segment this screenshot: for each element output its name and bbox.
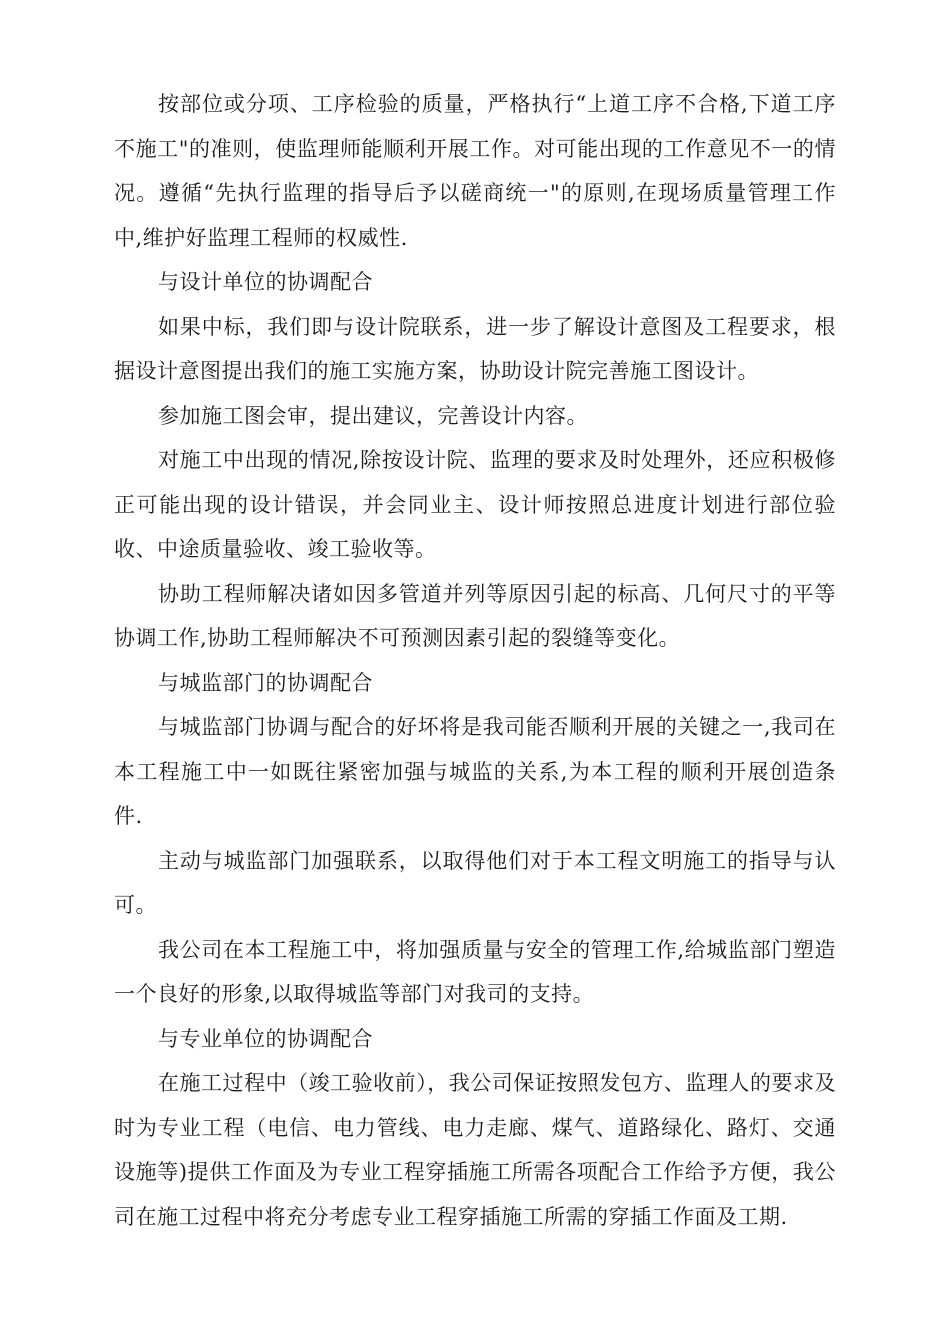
heading-design-coordination: 与设计单位的协调配合: [158, 270, 373, 294]
paragraph-city-relationship: 与城监部门协调与配合的好坏将是我司能否顺利开展的关键之一,我司在本工程施工中一如既往紧密加强与城监的关系,为本工程的顺利开展创造条件.: [114, 715, 836, 828]
paragraph-engineer-assistance: 协助工程师解决诸如因多管道并列等原因引起的标高、几何尺寸的平等协调工作,协助工程师解决不可预测因素引起的裂缝等变化。: [114, 581, 836, 650]
heading-specialist-units: 与专业单位的协调配合: [158, 1026, 373, 1051]
paragraph-company-image: 我公司在本工程施工中，将加强质量与安全的管理工作,给城监部门塑造一个良好的形象,以取得城监等部门对我司的支持。: [114, 937, 836, 1006]
paragraph-city-contact: 主动与城监部门加强联系，以取得他们对于本工程文明施工的指导与认可。: [114, 848, 836, 917]
heading-city-supervision: 与城监部门的协调配合: [158, 670, 373, 695]
paragraph-quality-inspection: 按部位或分项、工序检验的质量，严格执行“上道工序不合格,下道工序不施工"的准则，使监理师能顺利开展工作。对可能出现的工作意见不一的情况。遵循“先执行监理的指导后予以磋商统一"的原则,在现场质量管理工作中,维护好监理工程师的权威性.: [114, 92, 836, 250]
paragraph-specialist-work: 在施工过程中（竣工验收前），我公司保证按照发包方、监理人的要求及时为专业工程（电信、电力管线、电力走廊、煤气、道路绿化、路灯、交通设施等)提供工作面及为专业工程穿插施工所需各项配合工作给予方便，我公司在施工过程中将充分考虑专业工程穿插施工所需的穿插工作面及工期.: [114, 1071, 836, 1229]
document-body: [114, 82, 836, 1239]
paragraph-design-corrections: 对施工中出现的情况,除按设计院、监理的要求及时处理外，还应积极修正可能出现的设计错误，并会同业主、设计师按照总进度计划进行部位验收、中途质量验收、竣工验收等。: [114, 448, 836, 561]
paragraph-design-contact: 如果中标，我们即与设计院联系，进一步了解设计意图及工程要求，根据设计意图提出我们的施工实施方案，协助设计院完善施工图设计。: [114, 314, 836, 383]
paragraph-drawing-review: 参加施工图会审，提出建议，完善设计内容。: [158, 403, 588, 428]
